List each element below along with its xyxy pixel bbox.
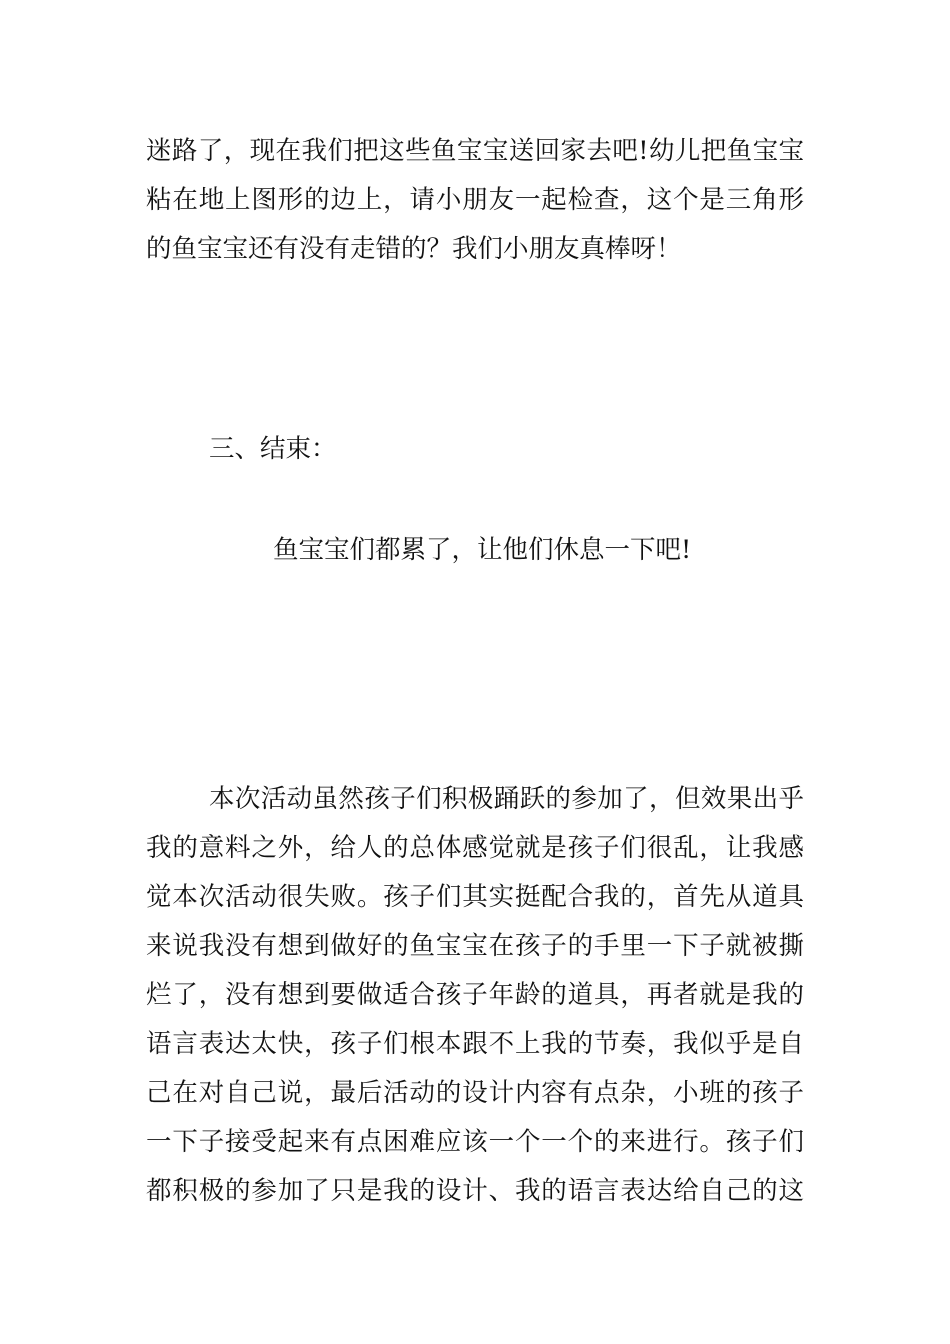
section-heading: 三、结束：	[209, 434, 337, 464]
text-line: 烂了，没有想到要做适合孩子年龄的道具，再者就是我的	[146, 980, 804, 1010]
text-line: 己在对自己说，最后活动的设计内容有点杂，小班的孩子	[146, 1078, 804, 1108]
text-line: 的鱼宝宝还有没有走错的？我们小朋友真棒呀！	[146, 234, 682, 264]
text-line: 都积极的参加了只是我的设计、我的语言表达给自己的这	[146, 1176, 804, 1206]
text-line: 粘在地上图形的边上，请小朋友一起检查，这个是三角形	[146, 185, 804, 215]
text-line: 语言表达太快，孩子们根本跟不上我的节奏，我似乎是自	[146, 1029, 804, 1059]
text-line: 迷路了，现在我们把这些鱼宝宝送回家去吧!幼儿把鱼宝宝	[146, 136, 804, 166]
text-line: 我的意料之外，给人的总体感觉就是孩子们很乱，让我感	[146, 833, 804, 863]
text-line: 觉本次活动很失败。孩子们其实挺配合我的，首先从道具	[146, 882, 804, 912]
text-line: 来说我没有想到做好的鱼宝宝在孩子的手里一下子就被撕	[146, 931, 804, 961]
ending-text: 鱼宝宝们都累了，让他们休息一下吧!	[273, 535, 692, 565]
text-line: 一下子接受起来有点困难应该一个一个的来进行。孩子们	[146, 1127, 804, 1157]
text-line: 本次活动虽然孩子们积极踊跃的参加了，但效果出乎	[209, 784, 804, 814]
